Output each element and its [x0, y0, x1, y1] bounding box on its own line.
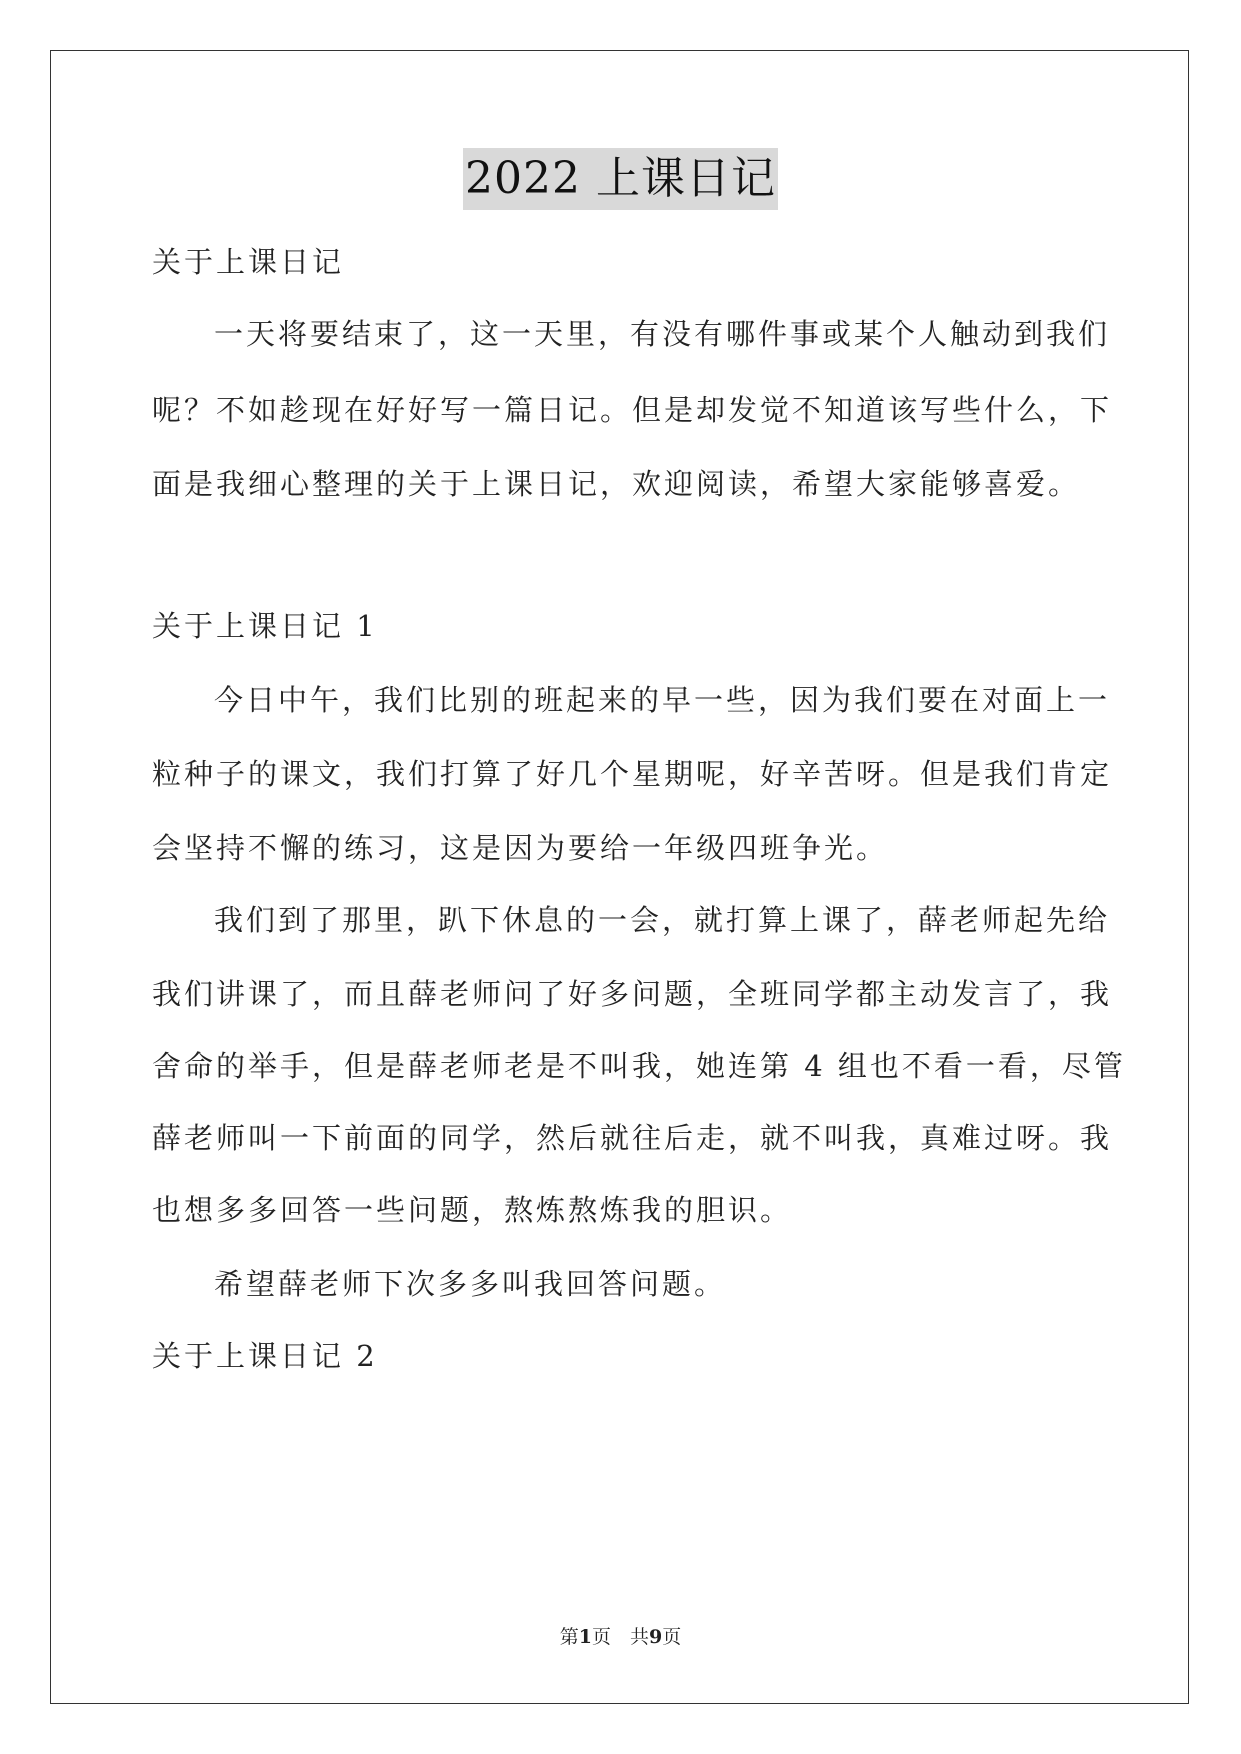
- section-heading: 关于上课日记 1: [152, 609, 378, 643]
- paragraph-line: 会坚持不懈的练习，这是因为要给一年级四班争光。: [152, 831, 889, 865]
- paragraph-line: 也想多多回答一些问题，熬炼熬炼我的胆识。: [152, 1193, 793, 1227]
- footer-suffix: 页: [662, 1626, 682, 1648]
- document-title: 2022 上课日记: [463, 148, 778, 210]
- paragraph-line: 一天将要结束了，这一天里，有没有哪件事或某个人触动到我们: [214, 317, 1111, 351]
- current-page-number: 1: [578, 1626, 592, 1648]
- section-heading: 关于上课日记 2: [152, 1339, 378, 1373]
- paragraph-line: 呢？不如趁现在好好写一篇日记。但是却发觉不知道该写些什么，下: [152, 393, 1113, 427]
- paragraph-line: 舍命的举手，但是薛老师老是不叫我，她连第 4 组也不看一看，尽管: [152, 1049, 1126, 1083]
- footer-prefix: 第: [559, 1626, 579, 1648]
- section-heading: 关于上课日记: [152, 245, 345, 279]
- paragraph-line: 我们到了那里，趴下休息的一会，就打算上课了，薛老师起先给: [214, 903, 1111, 937]
- title-container: [0, 148, 1241, 210]
- paragraph-line: 薛老师叫一下前面的同学，然后就往后走，就不叫我，真难过呀。我: [152, 1121, 1113, 1155]
- paragraph-line: 粒种子的课文，我们打算了好几个星期呢，好辛苦呀。但是我们肯定: [152, 757, 1113, 791]
- paragraph-line: 今日中午，我们比别的班起来的早一些，因为我们要在对面上一: [214, 683, 1111, 717]
- paragraph-line: 我们讲课了，而且薛老师问了好多问题，全班同学都主动发言了，我: [152, 977, 1113, 1011]
- paragraph-line: 面是我细心整理的关于上课日记，欢迎阅读，希望大家能够喜爱。: [152, 467, 1081, 501]
- paragraph-line: 希望薛老师下次多多叫我回答问题。: [214, 1267, 727, 1301]
- total-page-number: 9: [649, 1626, 663, 1648]
- page-border: [50, 50, 1189, 1704]
- page-footer: [0, 1622, 1241, 1649]
- footer-middle: 页 共: [591, 1626, 649, 1648]
